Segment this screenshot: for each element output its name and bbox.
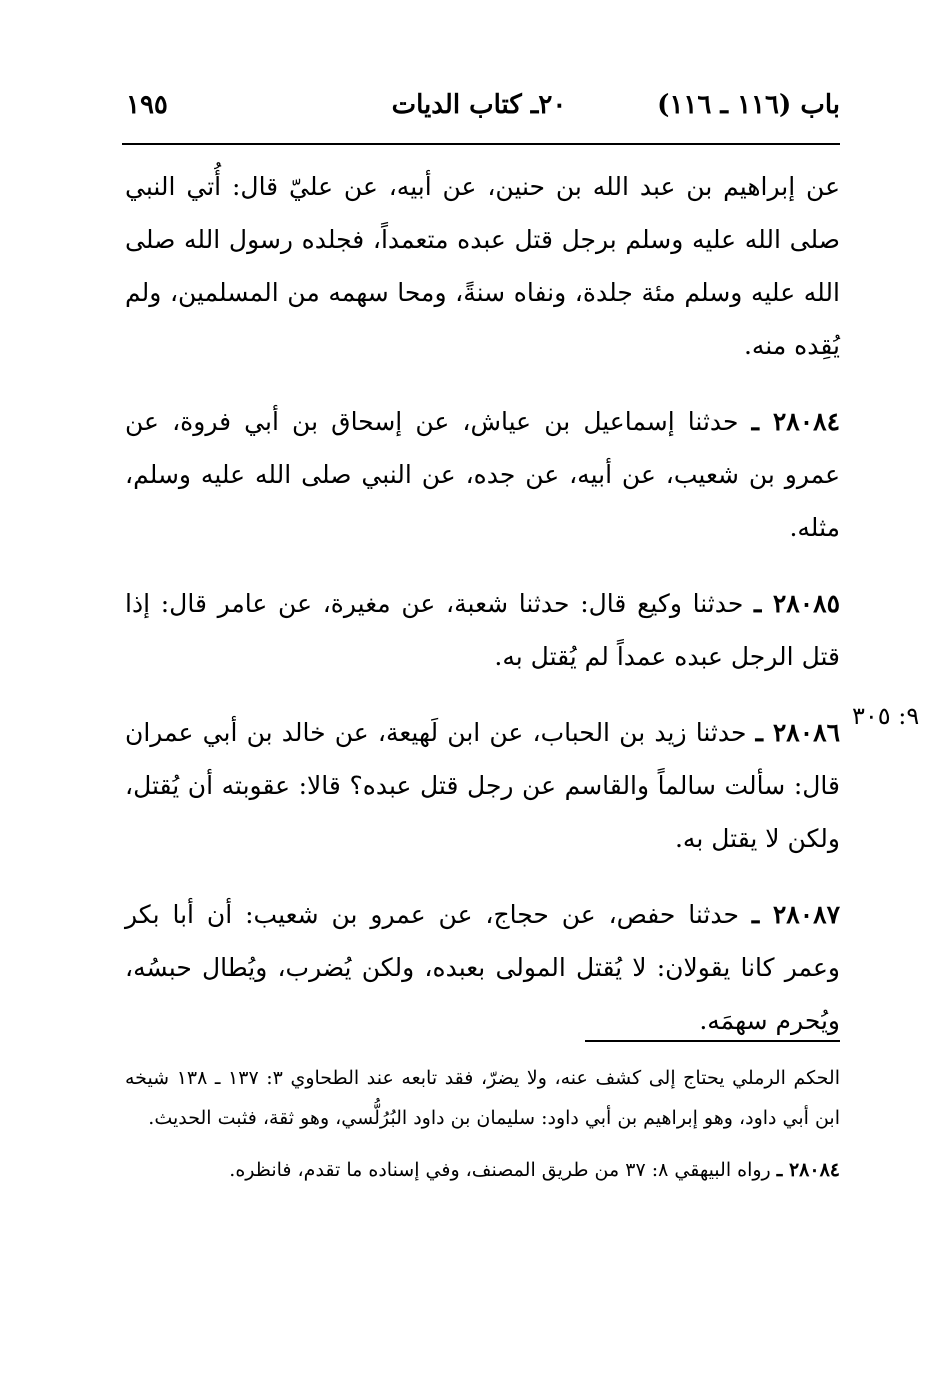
- hadith-number: ٢٨٠٨٦ ـ: [755, 718, 841, 747]
- hadith-text: حدثنا حفص، عن حجاج، عن عمرو بن شعيب: أن أبا بكر وعمر كانا يقولان: لا يُقتل المولى بعبده، ولكن يُضرب، ويُطال حبسُه، ويُحرم سهمَه.: [125, 900, 840, 1035]
- footnote: [125, 1058, 840, 1138]
- hadith-text: حدثنا وكيع قال: حدثنا شعبة، عن مغيرة، عن عامر قال: إذا قتل الرجل عبده عمداً لم يُقتل به.: [125, 589, 840, 671]
- hadith-number: ٢٨٠٨٥ ـ: [754, 589, 840, 618]
- hadith-paragraph: [125, 395, 840, 554]
- hadith-paragraph: [125, 706, 840, 865]
- footnote-text: رواه البيهقي ٨: ٣٧ من طريق المصنف، وفي إسناده ما تقدم، فانظره.: [229, 1159, 771, 1181]
- hadith-text: حدثنا زيد بن الحباب، عن ابن لَهيعة، عن خالد بن أبي عمران قال: سألت سالماً والقاسم عن رجل قتل عبده؟ قالا: عقوبته أن يُقتل، ولكن لا يقتل به.: [125, 718, 840, 853]
- hadith-text: حدثنا إسماعيل بن عياش، عن إسحاق بن أبي فروة، عن عمرو بن شعيب، عن أبيه، عن جده، عن النبي صلى الله عليه وسلم، مثله.: [125, 407, 840, 542]
- page-header: [118, 85, 840, 135]
- hadith-text: عن إبراهيم بن عبد الله بن حنين، عن أبيه، عن عليّ قال: أُتي النبي صلى الله عليه وسلم برجل قتل عبده متعمداً، فجلده رسول الله صلى الله عليه وسلم مئة جلدة، ونفاه سنةً، ومحا سهمه من المسلمين، ولم يُقِده منه.: [125, 172, 840, 360]
- header-divider: [122, 143, 840, 145]
- hadith-paragraph: [125, 160, 840, 372]
- hadith-paragraph: [125, 577, 840, 683]
- chapter-heading: باب (١١٦ ـ ١١٦): [657, 90, 840, 120]
- footnote-divider: [585, 1040, 840, 1042]
- hadith-number: ٢٨٠٨٧ ـ: [751, 900, 840, 929]
- hadith-number: ٢٨٠٨٤ ـ: [751, 407, 841, 436]
- page-number: ١٩٥: [126, 90, 168, 120]
- main-text: [125, 160, 840, 1070]
- footnote-text: الحكم الرملي يحتاج إلى كشف عنه، ولا يضرّ، فقد تابعه عند الطحاوي ٣: ١٣٧ ـ ١٣٨ شيخه ابن أبي داود، وهو إبراهيم بن أبي داود: سليمان بن داود البُرُلُّسي، وهو ثقة، فثبت الحديث.: [125, 1067, 840, 1129]
- hadith-paragraph: [125, 888, 840, 1047]
- margin-reference: ٩: ٣٠٥: [852, 702, 920, 730]
- footnotes: [125, 1058, 840, 1202]
- book-title: ٢٠ـ كتاب الديات: [391, 90, 567, 120]
- footnote-number: ٢٨٠٨٤ ـ: [776, 1159, 840, 1181]
- footnote: [125, 1150, 840, 1190]
